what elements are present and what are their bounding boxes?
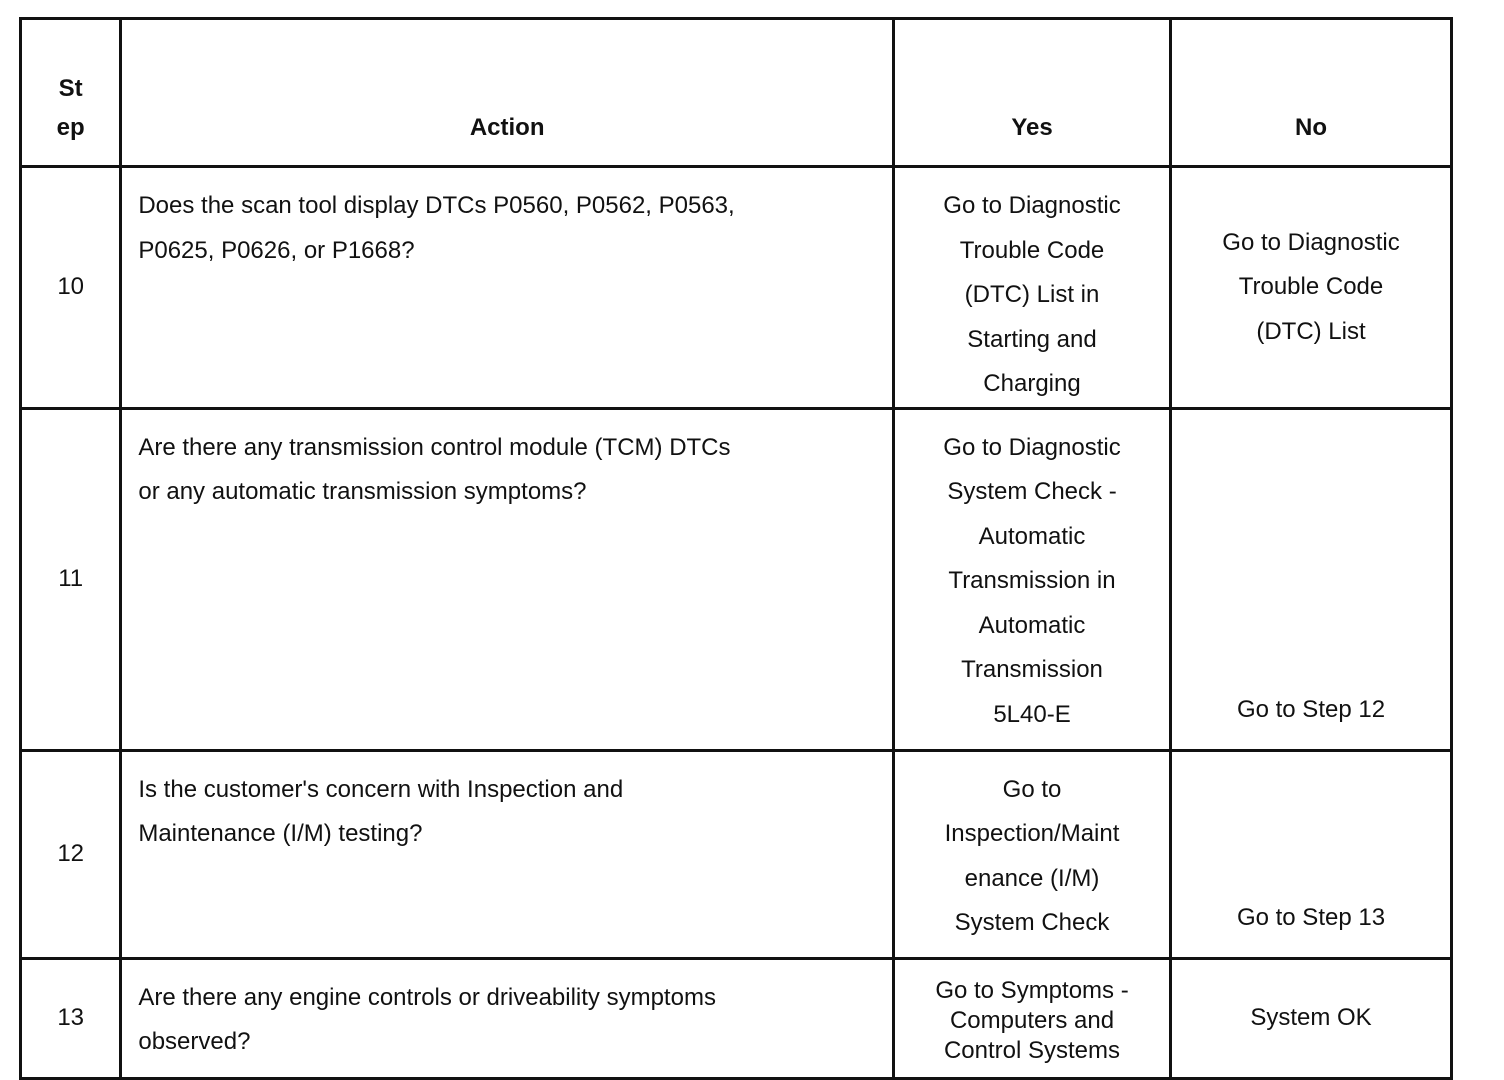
step-number: 10 (57, 273, 85, 301)
table-row (21, 408, 1452, 750)
action-cell (121, 408, 894, 750)
header-yes (894, 19, 1171, 167)
yes-text: Go to Inspection/Maint enance (I/M) System Check (944, 775, 1120, 936)
table-row (21, 958, 1452, 1078)
diagnostic-table (19, 17, 1453, 1080)
no-text: System OK (1250, 1003, 1372, 1031)
no-cell (1170, 408, 1451, 750)
action-cell (121, 750, 894, 958)
header-action (121, 19, 894, 167)
header-step-label: St ep (56, 75, 85, 141)
step-cell (21, 958, 121, 1078)
yes-text: Go to Diagnostic System Check - Automatic Transmission in Automatic Transmission 5L40-E (943, 433, 1121, 728)
header-no-label: No (1294, 114, 1327, 141)
table-header-row (21, 19, 1452, 167)
action-cell (121, 167, 894, 409)
step-number: 13 (57, 1004, 85, 1031)
step-cell (21, 750, 121, 958)
header-action-label: Action (469, 114, 545, 141)
yes-cell (894, 167, 1171, 409)
action-text: Are there any transmission control module (TCM) DTCs or any automatic transmission symptoms? (138, 433, 731, 505)
action-text: Are there any engine controls or driveability symptoms observed? (138, 983, 716, 1055)
no-text: Go to Diagnostic Trouble Code (DTC) List (1222, 228, 1400, 345)
no-cell (1170, 750, 1451, 958)
action-cell (121, 958, 894, 1078)
no-text: Go to Step 12 (1236, 696, 1386, 723)
yes-text: Go to Symptoms - Computers and Control Systems (935, 976, 1129, 1064)
no-cell (1170, 958, 1451, 1078)
header-yes-label: Yes (1011, 114, 1053, 141)
action-text: Is the customer's concern with Inspection and Maintenance (I/M) testing? (138, 775, 624, 847)
table-row (21, 167, 1452, 409)
header-no (1170, 19, 1451, 167)
yes-cell (894, 750, 1171, 958)
no-text: Go to Step 13 (1236, 904, 1386, 931)
yes-text: Go to Diagnostic Trouble Code (DTC) List in Starting and Charging (943, 192, 1121, 397)
table-row (21, 750, 1452, 958)
step-cell (21, 408, 121, 750)
action-text: Does the scan tool display DTCs P0560, P0562, P0563, P0625, P0626, or P1668? (138, 192, 735, 264)
no-cell (1170, 167, 1451, 409)
step-number: 11 (58, 565, 84, 592)
step-cell (21, 167, 121, 409)
step-number: 12 (57, 840, 85, 867)
yes-cell (894, 408, 1171, 750)
header-step (21, 19, 121, 167)
yes-cell (894, 958, 1171, 1078)
